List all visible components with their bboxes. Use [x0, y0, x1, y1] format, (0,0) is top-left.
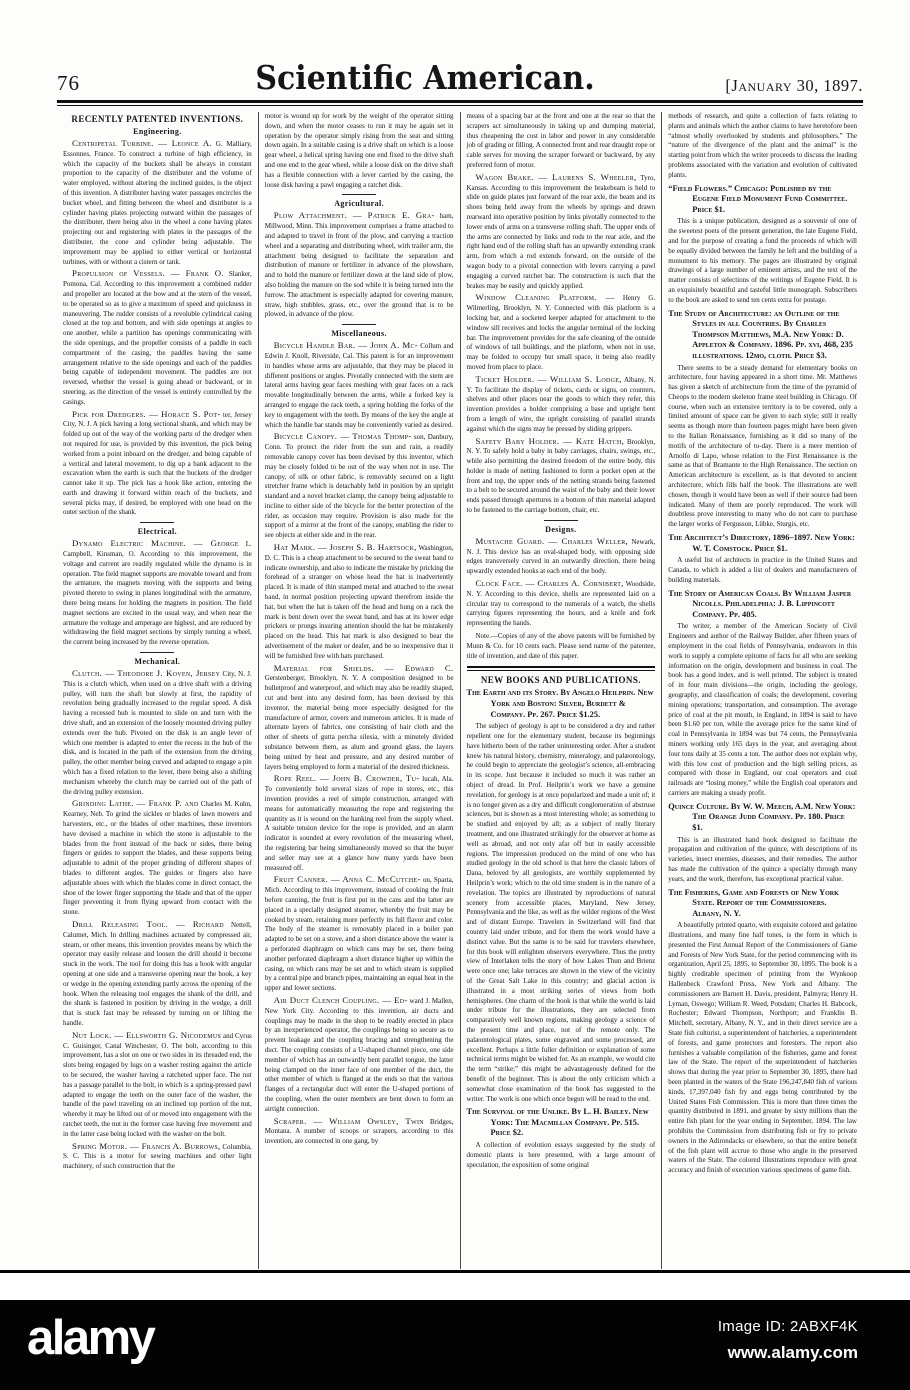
separator-rule [140, 652, 174, 653]
masthead-title: Scientific American. [255, 59, 595, 98]
patent-item-title: Plow Attachment. — Patrick E. Gra- [273, 210, 435, 221]
patent-item-title: Rope Reel. — John B. Crowder, Tu- [273, 773, 420, 784]
patent-item: Grinding Lathe. — Frank P. and Charles M. Kuhn, Kearney, Neb. To grind the sickles or blades of lawn mowers and harvesters, etc., or the blades of other machines, these inventors have devised a machine in which the stone is adjustable to the blades from the front instead of the back or sides, there being fingers or guides to support the blades, and these supports being adjustable to admit of the proper grinding of different shapes of blades to different angles. The guides or fingers also have adjustable shoes with which the blades come in direct contact, the shoe of the lower finger supporting the blade and that of the upper finger preventing it from flying upward from contact with the stone. [63, 798, 252, 917]
patent-item: Nut Lock. — Ellsworth G. Nicodemus and Cyrus C. Guisinger, Canal Winchester, O. The bolt, according to this improvement, has a slot on one or two sides in its threaded end, the slots being engaged by lugs on a washer resting against the article to be secured, the washer having a ratcheted upper face. The nut has a passage parallel to the bolt, in which is a spring-pressed pawl adapted to engage the teeth on the outer face of the washer, the handle of the pawl traveling on an inclined top portion of the nut, whereby it may be lifted out of or moved into engagement with the ratchet teeth, the nut in the former case having free movement and in the latter case being locked with the washer on the bolt. [63, 1029, 252, 1138]
patent-item-title: Fruit Canner. — Anna C. McCutche- [273, 874, 421, 885]
patent-item: Scraper. — William Owsley, Twin Bridges, Montana. A number of scoops or scrapers, according to this invention, are connected in one gang, by [264, 1115, 454, 1146]
patent-item: Hat Mark. — Joseph S. B. Hartsock, Washington, D. C. This is a cheap attachment to be secured to the sweat band to indicate ownership, and also to indicate the mistake by pricking the forehead of a stranger on whose head the hat is inadvertently placed. It is made of thin stamped metal and attached to the sweat band, in normal position projecting upward therefrom inside the hat, but when the hat is taken off the head and hung on a rack the mark is bent down over the sweat band, and has at its lower edge prickers or prongs insuring attention should the hat be mistakenly placed on the head. This hat mark is also designed to bear the advertisement of the maker or dealer, and be so inexpensive that it will be furnished free with hats purchased. [264, 542, 454, 660]
column-4 [661, 112, 863, 1269]
patent-item: Mustache Guard. — Charles Weller, Newark, N. J. This device has an oval-shaped body, with opposing side edges transversely curved in an outwardly direction, there being upwardly extended hooks at each end of the body. [466, 535, 656, 576]
subsection-heading: Designs. [545, 524, 577, 534]
book-review [668, 589, 857, 799]
subsection-heading: Miscellaneous. [331, 329, 387, 339]
patent-item: Propulsion of Vessels. — Frank O. Slanker, Pomona, Cal. According to this improvement a combined rudder and propeller are located at the bow and at the stern of the vessel, to be operated so as to give a maximum of speed and quickness in maneuvering. The rudder consists of a revoluble cylindrical casing closed at the top and bottom, and with side openings at angles to one another, while a partition has openings communicating with the side openings, and the propeller consists of a paddle in each compartment of the casing, the paddles having the same arrangement relative to the side openings and each of the paddles being capable of independent movement. The paddles are not reversed, whether the vessel is going ahead or backward, or in steering, as the direction of the vessel is entirely controlled by the casings. [63, 268, 252, 406]
patent-item-title: Drill Releasing Tool. — Richard [72, 918, 224, 929]
patent-item-title: Bicycle Handle Bar. — John A. Mc- [273, 340, 419, 351]
patent-item: Rope Reel. — John B. Crowder, Tu- lucah, Ala. To conveniently hold several sizes of rope in stores, etc., this invention provides a reel of simple construction, arranged with means for automatically measuring the rope and registering the quantity as it is wound on the hanking reel from the supply wheel. A suitable tension device for the rope is provided, and an alarm indicator is sounded at every revolution of the measuring wheel, the registering bar being simultaneously moved so that the buyer and seller may see at a glance how many yards have been measured off. [264, 773, 454, 872]
book-title: The Survival of the Unlike. By L. H. Bailey. New York: The Macmillan Company. Pp. 515. Price $2. [466, 1107, 649, 1138]
page-content [57, 52, 863, 1269]
book-title: The Fisheries, Game and Forests of New York State. Report of the Commissioners. Albany, N. Y. [668, 887, 839, 918]
patent-item-title: Nut Lock. — Ellsworth G. Nicodemus [72, 1029, 222, 1040]
scan-bottom-edge [0, 1270, 910, 1273]
separator-rule [544, 520, 578, 521]
alamy-url-text: www.alamy.com [727, 1343, 858, 1362]
page-number: 76 [57, 71, 80, 95]
patent-item: Spring Motor. — Francis A. Burrows, Columbia, S. C. This is a motor for sewing machines and other light machinery, of such construction that the [63, 1140, 252, 1171]
book-review-body: There seems to be a steady demand for elementary books on architecture, four having appeared in a short time. Mr. Matthews has given a sketch of architecture from the time of the pyramid of Cheops to the modern skeleton frame steel building in Chicago. Of course, when such an extensive territory is to be covered, only a limited amount of space can be given to each style; still it really seems as though more than fourteen pages might have been given to the Italian Renaissance, furnishing as it did so many of the motifs of the architecture of to-day. There is a mere mention of Arnolfo di Lapo, whose relation to the First Renaissance is the same as that of Bramante to the High Renaissance. The section on American architecture is excellent, as is that devoted to ancient architecture, which fills half the book. The illustrations are well chosen, though it would have been as well if their source had been indicated. Many of them are poorly reproduced. The work will doubtless prove interesting to many who do not care to purchase the larger works of Fergusson, Lübke, Sturgis, etc. [668, 363, 857, 529]
book-review [467, 1107, 656, 1170]
book-review [668, 888, 857, 1177]
patent-item-title: Scraper. — William Owsley, Twin [273, 1115, 424, 1126]
footer-info [718, 1318, 858, 1363]
separator-rule [342, 194, 376, 195]
book-review-body: This is a unique publication, designed as a souvenir of one of the sweetest poets of the present generation, the late Eugene Field, and for the purpose of creating a fund the proceeds of which will be equally divided between the family he left and the building of a monument to his memory. The pages are illustrated by original drawings of a large number of eminent artists, and the text of the matter consists of selections of the writings of Eugene Field. It is an exquisitely beautiful and tasteful little monograph. Subscribers to the book are asked to send ten cents extra for postage. [668, 217, 857, 304]
patent-item-title: Centripetal Turbine. — Leonce A. [72, 138, 213, 148]
note-paragraph: Note.—Copies of any of the above patents will be furnished by Munn & Co. for 10 cents each. Please send name of the patentee, title of invention, and date of this paper. [466, 632, 656, 660]
patent-item-title: Spring Motor. — Francis A. Burrows, [72, 1140, 221, 1151]
book-title: The Architect’s Directory, 1896–1897. New York: W. T. Comstock. Price $1. [668, 533, 855, 553]
subsection-heading: Electrical. [137, 527, 178, 537]
patent-item-title: Safety Baby Holder. — Kate Hatch, [475, 435, 625, 446]
double-rule [467, 666, 656, 671]
patent-item: Pick for Dredgers. — Horace S. Pot- ter, Jersey City, N. J. A pick having a long sectional shank, and which may be folded up out of the way of the working parts of the dredger when not required for use, is provided by this invention, the pick being worked from a point inboard on the dredger, and being capable of a vertical and lateral movement, to dig up a bank adjacent to the excavation when the earth is such that the buckets of the dredger cannot take it up. The pick has a hook like action, entering the earth and drawing it forward within reach of the buckets, and several picks may, if desired, be employed with one head on the outer section of the shank. [63, 408, 252, 517]
book-title: Quince Culture. By W. W. Meech, A.M. New York: The Orange Judd Company. Pp. 180. Price $1. [668, 801, 856, 832]
separator-rule [140, 522, 174, 523]
book-review [668, 533, 857, 586]
page-header [57, 52, 863, 96]
book-title: The Study of Architecture: an Outline of the Styles in all Countries. By Charles Thompson Matthews, M.A. New York: D. Appleton & Company. 1896. Pp. xvi, 468, 235 illustrations. 12mo, cloth. Price $3. [668, 308, 853, 360]
column-2 [258, 112, 460, 1269]
patent-item-title: Material for Shields. — Edward C. [273, 662, 454, 673]
patent-item: Ticket Holder. — William S. Lodge, Albany, N. Y. To facilitate the display of tickets, cards or signs, on counters, shelves and other places near the goods to which they refer, this invention provides a holder comprising a base and upright bent from a length of wire, the upright consisting of parallel strands against which the signs may be pressed by sliding grippers. [466, 373, 656, 433]
column-area [57, 112, 863, 1269]
watermark-footer [0, 1300, 910, 1390]
image-id-text: Image ID: 2ABXF4K [717, 1318, 858, 1335]
book-review-body: The subject of geology is apt to be considered a dry and rather repellent one for the elementary student, because its beginnings have hitherto been of the rather uninteresting order. After a student knew his natural history, chemistry, mineralogy, and palæontology, he could begin to appreciate the geologist’s science, all-embracing in its scope. Just because it included so much it was rather an object of dread. In Prof. Heilprin’s work we have a genuine revelation, for geology is at once popularized and made a unit of; it is no longer given as a dry and difficult conglomeration of abstruse sciences, but is shown as a most interesting whole; as something to be studied and enjoyed by all; as a subject of really literary treatment, and one illustrated strikingly for the observer at home as well as abroad, and not only afar off but in easily accessible regions. The impression produced on the mind of one who has studied geology in the old school is that here the classic labors of Dana, beloved by all geologists, are worthily supplemented by Heilprin’s work; which to the old time student is in the nature of a revelation. The topics are illustrated by reproductions of natural scenery from accessible places, Maryland, New Jersey, Pennsylvania and the like, as well as the wilder regions of the West and of distant Europe. Travelers in Switzerland will find that country laid under tribute, and for them the work would have a distinct value. But the same is to be said for travelers elsewhere, for this book will enlighten observers everywhere. Thus the pretty view of Interlaken tells the story of how Lakes Thun and Brienz were once one; lake terraces are shown in the view of the vicinity of the Great Salt Lake in this country; and glacial action is illustrated in a most striking series of views from both hemispheres. One charm of the book is that while the world is laid under tribute for the illustrations, they are selected from comparatively well known regions, making geology a science of the present time and place, not of the remote only. The palæontological plates, some engraved and some processed, are excellent. Perhaps a little fuller definition or explanation of some technical terms might be wished for. As an example, we would cite the term “strike;” this might be advantageously defined for the benefit of the beginner. This is about the only criticism which a somewhat close examination of the book has suggested to the writer. The work is one which once begun will be read to the end. [466, 722, 656, 1103]
patent-item-title: Propulsion of Vessels. — Frank O. [72, 268, 224, 279]
column-3 [460, 112, 662, 1269]
continued-paragraph: motor is wound up for work by the weight of the operator sitting down, and when the motor ceases to run it may be again set in operation by the operator simply rising from the seat and sitting down again. In a suitable casing is a drive shaft on which is a loose gear wheel, a helical spring having one end fixed to the drive shaft and one end to the gear wheel, while a loose disk on the drive shaft has a flexible connection with a lever carried by the casing, the loose disk having a pawl engaging a ratchet disk. [264, 112, 454, 189]
patent-item: Wagon Brake. — Laurens S. Wheeler, Tyro, Kansas. According to this improvement the brakebeam is held to slide on guide plates just forward of the rear axle, the beam and its shoes being held away from the wheels by springs and drawn rearward into operative position by links pivotally connected to the lower ends of arms on a transverse rolling shaft. The upper ends of the arms are connected by links and rods to the rear axle, and the right hand end of the rolling shaft has an upwardly extending crank arm, from which a rod extends forward, on the outside of the wagon body to a pivotal connection with levers carrying a pawl engaging a curved ratchet bar. The construction is such that the brakes may be easily and quickly applied. [466, 171, 656, 290]
patent-item: Safety Baby Holder. — Kate Hatch, Brooklyn, N. Y. To safely hold a baby in baby carriages, chairs, swings, etc., while also permitting the desired freedom of the entire body, this holder is made of netting fashioned to form a pocket open at the front and top, the upper ends of the netting strands being fastened to a belt to be secured around the waist of the baby and their lower ends passed through apertures in a bottom of thin material adapted to be fastened to the carriage bottom, chair, etc. [466, 435, 656, 515]
book-review [668, 309, 857, 531]
book-title: The Earth and its Story. By Angelo Heilprin. New York and Boston: Silver, Burdett & Company. Pp. 267. Price $1.25. [466, 688, 654, 719]
patent-item: Window Cleaning Platform. — Henry G. Wilmerling, Brooklyn, N. Y. Connected with this platform is a locking bar, and a socketed keeper adapted for attachment to the window sill receives and locks the angular terminal of the locking bar. The improvement provides for the safe cleaning of the outside of windows of tall buildings, and the platform, when not in use, may be folded to occupy but small space, it being also readily moved from place to place. [466, 292, 656, 371]
patent-item: Clock Face. — Charles A. Cornibert, Woodside, N. Y. According to this device, shells are represented laid on a circular tray to correspond to the numerals of a watch, the shells carrying figures representing the hours, and a knife and fork representing the hands. [466, 578, 656, 628]
patent-item: Dynamo Electric Machine. — George L. Campbell, Kinsman, O. According to this improvement, the voltage and current are readily regulated while the dynamo is in operation. The field magnet supports are movable toward and from the armature, the magnets moving with the supports and being pivoted thereto to swing in planes longitudinal with the armature, there being means for holding the magnets in position. The field magnet sections are excited in the usual way, and when near the armature the voltage and amperage are highest, and are reduced by withdrawing the field magnet sections by simply turning a wheel, the current being increased by the reverse operation. [63, 538, 252, 647]
book-review-body: A collection of evolution essays suggested by the study of domestic plants is here presented, with a large amount of speculation, the exposition of some original [466, 1141, 656, 1169]
patent-item-title: Pick for Dredgers. — Horace S. Pot- [72, 408, 221, 419]
book-review-body: The writer, a member of the American Society of Civil Engineers and author of the Railway Builder, after fifteen years of employment in the coal fields of Pennsylvania, endeavors in this work to supply a complete epitome of facts for all who are seeking information on the origin, development and business in coal. The book has a good index, and is well printed. The subject is treated of in four main divisions—the origin, including the geology, geography, and classification of coals; the development, covering mining operations; transportation, and consumption. The average price of coal at the pit mouth, in England, in 1894 is said to have been $1.60 per ton, while the average price for the same kind of coal in Pennsylvania in 1894 was but 74 cents, the Pennsylvania miners working only 165 days in the year, and averaging about four tons daily at 35 cents a ton. The author does not explain why, with this low cost of production and the high selling prices, as compared with those in England, our coal operators and coal railroads are “losing money,” while the English coal operators and carriers are making a steady profit. [668, 622, 857, 797]
patent-item-title: Ticket Holder. — William S. Lodge, [475, 373, 622, 384]
book-review-body: This is an illustrated hand book designed to facilitate the propagation and cultivation of the quince, with descriptions of its varieties, insect enemies, diseases, and their remedies. The author has made the cultivation of the quince a specialty through many years, and the work, therefore, has exceptional practical value. [668, 835, 857, 883]
patent-item: Centripetal Turbine. — Leonce A. G. Malliary, Essonnes, France. To construct a turbine of high efficiency, in which the capacity of the buckets shall be always in constant proportion to the capacity of the distributer and the volume of water employed, without altering the inclined guides, is the object of this invention. A distributer having water passages encircles the bucket wheel, and fitting between the wheel and distributer is a cylinder having plates projecting outward within the passages of the distributer, there being also in the wheel a cone having plates projecting out and registering with plates in the passages of the distributer, the cone and cylinder being adjustable. The improvement may be applied to either vertical or horizontal turbines, with or without a cistern or tank. [63, 138, 252, 266]
patent-item-title: Wagon Brake. — Laurens S. Wheeler, [475, 171, 637, 182]
patent-item: Clutch. — Theodore J. Koven, Jersey City, N. J. This is a clutch which, when used on a drive shaft with a driving pulley, will turn the shaft but slowly at first, the rapidity of revolution being gradually increased to the regular speed. A disk having a recessed hub is mounted to slide on and turn with the drive shaft, and an extension of the loosely mounted driving pulley extends over the hub. Pivoted on the disk is an angle lever of which one member is adapted to enter the recess in the hub of the disk, and is located in the path of the extension from the driving pulley, the other member being curved and adapted to engage a pin which has a fixed relation to the lever, there being also a shifting mechanism whereby the clutch may be carried out of the path of the driving pulley extension. [63, 668, 252, 796]
patent-item: Air Duct Clench Coupling. — Ed- ward J. Mallen, New York City. According to this invention, air ducts and couplings may be made in the shop to be readily erected in place by an inexperienced operator, the couplings being so secure as to prevent leakage and the coupling bracing and strengthening the duct. The coupling consists of a U-shaped channel piece, one side member of which has an outwardly bent parallel tongue, the latter being clamped on the inner face of one member of the duct, the other member of which is flanged at the ends so that the various flanges of a rectangular duct will enter the U-shaped portions of the coupling, when the outer members are bent down to form an airtight connection. [264, 994, 454, 1113]
patent-item: Plow Attachment. — Patrick E. Gra- ham, Millwood, Minn. This improvement comprises a frame attached to and adapted to travel in front of the plow, and carrying a traction wheel and a separating and distributing wheel, with trailer arm, the attachment being designed to facilitate the separation and distribution of manure or fertilizer in advance of the plowshare, and to hold the manure or fertilizer down at the land side of plow, also holding the manure on the sod while it is being turned into the furrow. The attachment is especially adapted for covering manure, straw, high stubbles, grass, etc., over the ground that is to be plowed, in advance of the plow. [264, 210, 454, 319]
header-rule [57, 100, 863, 106]
patent-item-title: Clutch. — Theodore J. Koven, Jersey [72, 668, 221, 679]
book-review [668, 802, 857, 885]
book-review [668, 184, 857, 306]
continued-paragraph: methods of research, and quite a collection of facts relating to plants and animals which the author claims to have heretofore been “almost wholly overlooked by students and philosophers.” The “nature of the divergence of the plant and the animal” is the starting point from which the writer proceeds to discuss the leading problems associated with the variation and evolution of cultivated plants. [668, 112, 857, 179]
alamy-logo: alamy [27, 1311, 154, 1365]
book-title: “Field Flowers.” Chicago: Published by the Eugene Field Monument Fund Committee. Price $1. [668, 183, 848, 214]
section-heading: NEW BOOKS AND PUBLICATIONS. [480, 675, 641, 686]
column-1 [57, 112, 258, 1269]
patent-item: Bicycle Handle Bar. — John A. Mc- Collum and Edwin J. Knoll, Riverside, Cal. This patent is for an improvement in handles whose arms are adjustable, that they may be placed in different positions or angles. Pivotally connected with the stem are lateral arms having gear faces meshing with gear faces on a rack movable longitudinally between the arms, while a forked key is arranged to engage the rack teeth, a spring holding the forks of the key to engagement with the teeth. By means of the key the angle at which the handle bar stands may be conveniently varied as desired. [264, 340, 454, 429]
patent-item-title: Air Duct Clench Coupling. — Ed- [273, 994, 408, 1005]
issue-date: [January 30, 1897. [725, 76, 863, 95]
continued-paragraph: means of a spacing bar at the front and one at the rear so that the scrapers act simultaneously in taking up and dumping material, thus cheapening the cost in labor and power in any considerable job of grading or filling. A connected front and rear draught rope or cable serves for moving the scraper forward or backward, by any preferred form of motor. [466, 112, 656, 169]
patent-item: Bicycle Canopy. — Thomas Thomp- son, Danbury, Conn. To protect the rider from the sun and rain, a readily removable canopy cover has been devised by this inventor, which may be closely folded to be out of the way when not in use. The canopy, of silk or other fabric, is removably secured on a light stretcher frame which is detachably held in position by an upright standard and a novel bracket clamp, the canopy being adjustable to incline to either side of the bicycle for the better protection of the rider, as occasion may require. Provision is also made for the support of a mirror at the front of the canopy, enabling the rider to see objects at either side and in the rear. [264, 431, 454, 540]
section-heading: RECENTLY PATENTED INVENTIONS. [71, 114, 244, 124]
book-review-body: A beautifully printed quarto, with exquisite colored and gelatine illustrations, and many fine half tones, is the form in which is presented the First Annual Report of the Commissioners of Game and Forests of New York State, for the period commencing with its organization, April 25, 1895, to September 30, 1895. The book is a highly creditable specimen of printing from the Wynkoop Hallenbeck Crawford Press, New York and Albany. The commissioners are Barnett H. Davis, president, Palmyra; Henry H. Lyman, Oswego; William R. Weed, Potsdam; Charles H. Babcock, Rochester; Edward Thompson, Northport; and Franklin B. Mitchell, secretary, Albany, N. Y., and in their direct service are a State fish culturist, a superintendent of hatcheries, a superintendent of forests, and game protectors and foresters. The report also furnishes a valuable compilation of the fisheries, game and forest law of the State. The report of the superintendent of hatcheries shows that during the year prior to September 30, 1895, there had been planted in the waters of the State 196,247,840 fish of various kinds, 17,397,040 fish fry and eggs being contributed by the United States Fish Commission. This is more than three times the quantity distributed in 1891, and greater by sixty millions than the entire fish plant for the year ending in September, 1894. The law prohibits the Commission from distributing fish or fry to private owners in the Adirondacks or elsewhere, so that the entire benefit of the fish plant will accrue to those who angle in the preserved waters of the State. The colored illustrations reproduce with great accuracy and finish of execution various specimens of game fish. [668, 921, 857, 1175]
patent-item-title: Window Cleaning Platform. — [475, 292, 615, 303]
subsection-heading: Agricultural. [334, 199, 385, 209]
book-review-body: A useful list of architects in practice in the United States and Canada, to which is added a list of dealers and manufacturers of building materials. [668, 556, 857, 584]
patent-item-title: Mustache Guard. — Charles Weller, [475, 535, 629, 546]
patent-item-title: Dynamo Electric Machine. — George [72, 538, 239, 549]
subsection-heading: Engineering. [133, 127, 182, 136]
patent-item: Fruit Canner. — Anna C. McCutche- on, Sparta, Mich. According to this improvement, instead of cooking the fruit before canning, the fruit is first put in the cans and the latter are placed in a specially designed steamer, whereby the fruit may be cooked by steam, retaining more perfectly its full flavor and color. The body of the steamer is removably placed in a boiler pan adapted to be set on a stove, and a short distance above the water is a perforated diaphragm on which cans may be set, there being another perforated diaphragm a short distance higher up within the casing, on which cans may be set and to which steam is supplied by a central pipe and branch pipes, maintaining an equal heat in the upper and lower sections. [264, 874, 454, 993]
patent-item: Material for Shields. — Edward C. Gerstenberger, Brooklyn, N. Y. A composition designed to be bulletproof and waterproof, and which may also be readily shaped, cut and bent into any desired form, has been devised by this inventor, the material being more especially designed for the manufacture of armor, covers and numerous articles. It is made of alternate layers of fabrics, one consisting of hair cloth and the other of sheets of gutta percha silesia, with a minutely divided substance between them, as alum and ground glass, the layers being united by heat and pressure, and any desired number of layers being employed to form a material of the desired thickness. [264, 662, 454, 771]
book-review [467, 688, 656, 1104]
book-title: The Story of American Coals. By William Jasper Nicolls. Philadelphia: J. B. Lippincott Company. Pp. 405. [668, 588, 852, 619]
patent-item-title: Hat Mark. — Joseph S. B. Hartsock, [273, 542, 417, 553]
patent-item-title: Bicycle Canopy. — Thomas Thomp- [273, 431, 412, 442]
subsection-heading: Mechanical. [134, 657, 181, 667]
patent-item: Drill Releasing Tool. — Richard Nettell, Calumet, Mich. In drilling machines actuated by compressed air, steam, or other means, this invention provides means by which the operator may easily release and loosen the drill should it become stuck in the work. The tool for doing this has a hook with angular opening at one side and a transverse opening near the hook, a key or wedge in the opening extending partly across the opening of the hook. When the releasing tool engages the shank of the drill, and the shank is fastened in position by driving in the wedge, a drill that is stuck fast may be released by turning on or lifting the handle. [63, 918, 252, 1027]
separator-rule [342, 324, 376, 325]
patent-item-title: Clock Face. — Charles A. Cornibert, [475, 578, 624, 589]
patent-item-title: Grinding Lathe. — Frank P. and [72, 798, 199, 809]
